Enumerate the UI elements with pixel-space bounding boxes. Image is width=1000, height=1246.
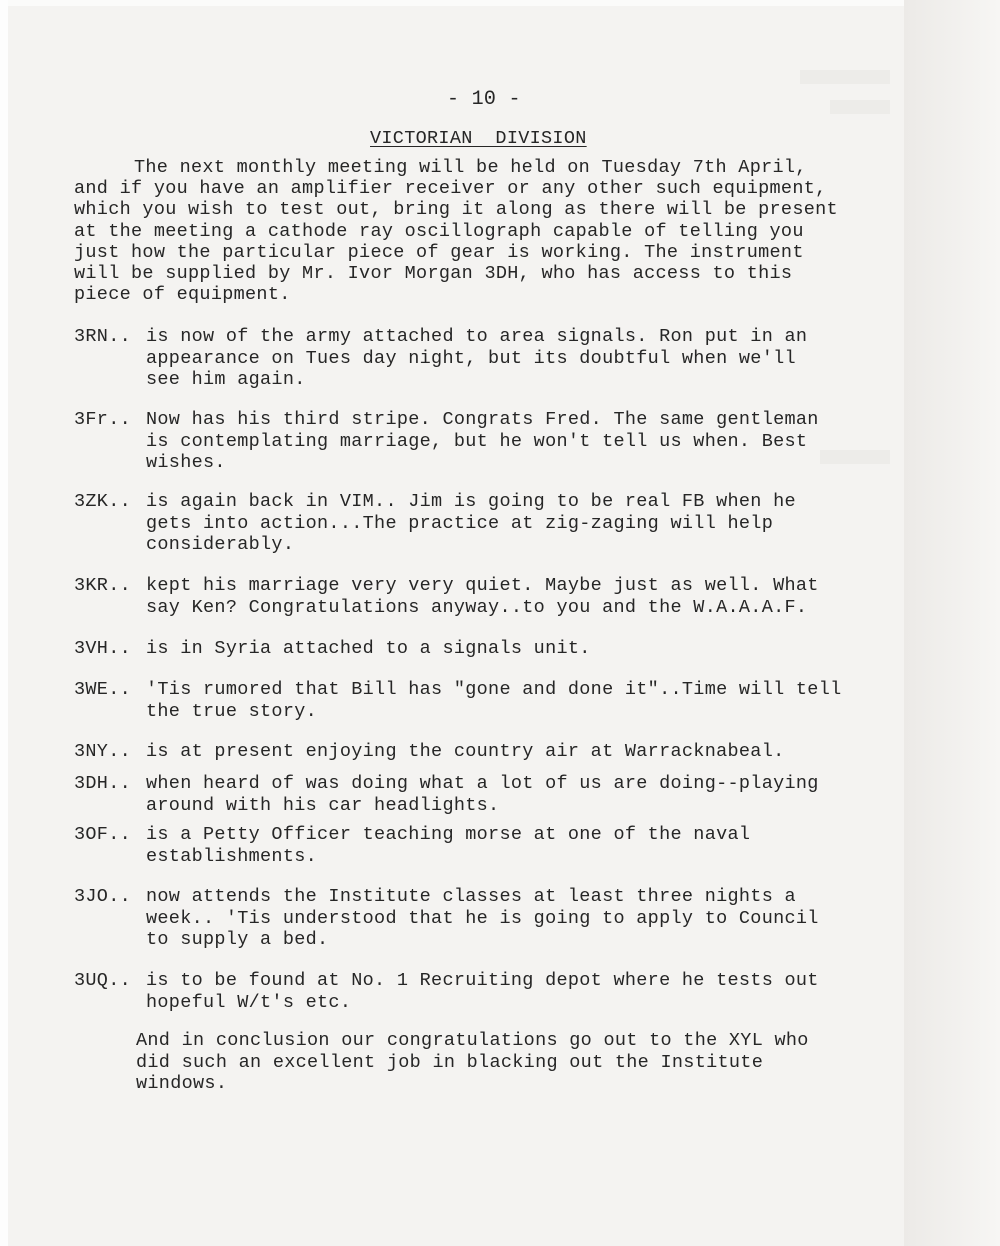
bleed-through-mark [800, 70, 890, 84]
entry-callsign: 3JO.. [74, 886, 132, 907]
closing-paragraph: And in conclusion our congratulations go out to the XYL who did such an excellent job in blacking out the Institute windows. [136, 1030, 809, 1094]
section-title: VICTORIAN DIVISION [370, 128, 587, 149]
entry-text: is to be found at No. 1 Recruiting depot where he tests out hopeful W/t's etc. [146, 970, 819, 1013]
entry-text: is at present enjoying the country air at Warracknabeal. [146, 741, 785, 762]
entry-callsign: 3OF.. [74, 824, 132, 845]
entry-callsign: 3RN.. [74, 326, 132, 347]
entry-text: 'Tis rumored that Bill has "gone and done it"..Time will tell the true story. [146, 679, 842, 722]
entry-text: is now of the army attached to area signals. Ron put in an appearance on Tues day night, but its doubtful when we'll see him again. [146, 326, 808, 390]
entry-callsign: 3KR.. [74, 575, 132, 596]
entry-text: Now has his third stripe. Congrats Fred. The same gentleman is contemplating marriage, but he won't tell us when. Best wishes. [146, 409, 819, 473]
entry-callsign: 3Fr.. [74, 409, 132, 430]
entry-text: kept his marriage very very quiet. Maybe just as well. What say Ken? Congratulations anyway..to you and the W.A.A.A.F. [146, 575, 819, 618]
entry-text: is again back in VIM.. Jim is going to be real FB when he gets into action...The practice at zig-zaging will help considerably. [146, 491, 796, 555]
entry-callsign: 3VH.. [74, 638, 132, 659]
entry-callsign: 3NY.. [74, 741, 132, 762]
entry-callsign: 3UQ.. [74, 970, 132, 991]
page-number: - 10 - [447, 88, 521, 111]
entry-callsign: 3WE.. [74, 679, 132, 700]
entry-callsign: 3ZK.. [74, 491, 132, 512]
entry-text: is a Petty Officer teaching morse at one of the naval establishments. [146, 824, 751, 867]
bleed-through-mark [830, 100, 890, 114]
entry-text: now attends the Institute classes at least three nights a week.. 'Tis understood that he is going to apply to Council to supply a bed. [146, 886, 819, 950]
intro-paragraph: The next monthly meeting will be held on Tuesday 7th April, and if you have an amplifier receiver or any other such equipment, which you wish to test out, bring it along as there will be present at the meeting a cathode ray oscillograph capable of telling you just how the particular piece of gear is working. The instrument will be supplied by Mr. Ivor Morgan 3DH, who has access to this piece of equipment. [74, 157, 838, 306]
entry-callsign: 3DH.. [74, 773, 132, 794]
entry-text: is in Syria attached to a signals unit. [146, 638, 591, 659]
paper-edge-top [0, 0, 1000, 6]
paper-edge-left [0, 0, 8, 1246]
entry-text: when heard of was doing what a lot of us are doing--playing around with his car headlights. [146, 773, 819, 816]
